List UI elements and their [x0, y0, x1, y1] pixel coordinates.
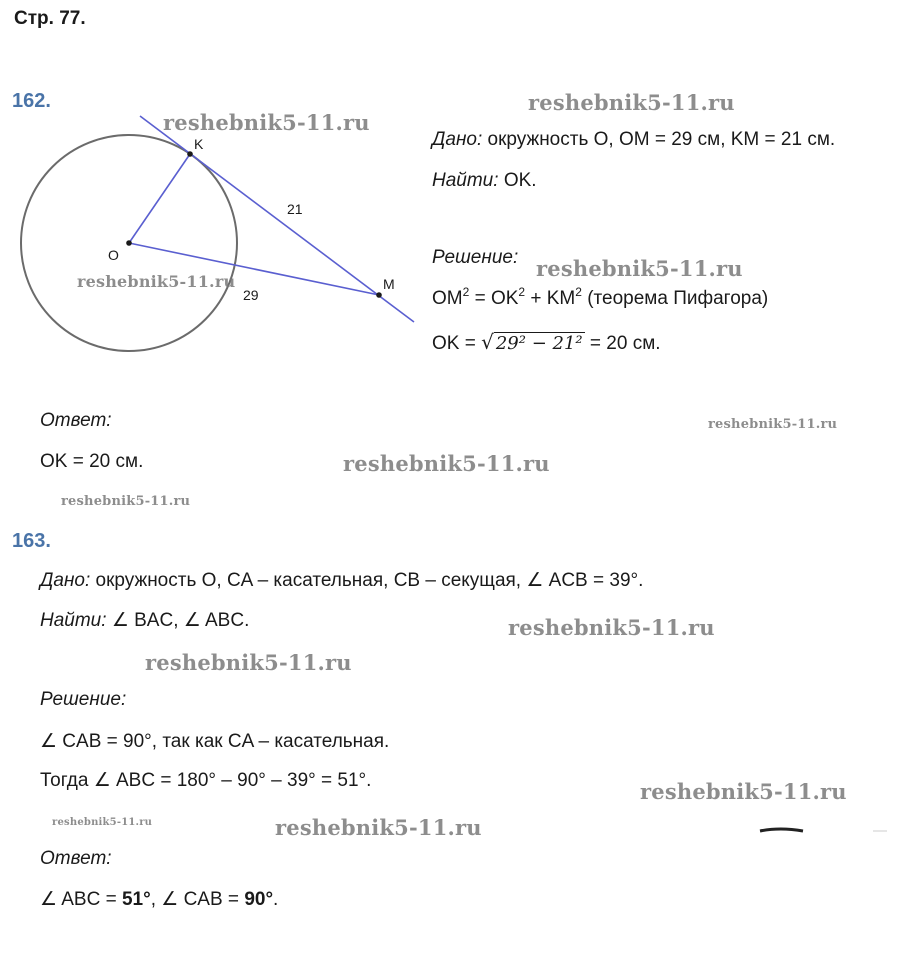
watermark: reshebnik5-11.ru: [275, 815, 482, 840]
label-29: 29: [243, 287, 259, 303]
watermark: reshebnik5-11.ru: [508, 615, 715, 640]
watermark: reshebnik5-11.ru: [343, 451, 550, 476]
eq-term: = 20 см.: [584, 333, 661, 354]
given-162: [432, 129, 835, 151]
geometry-figure: [0, 100, 430, 365]
watermark: reshebnik5-11.ru: [528, 90, 735, 115]
answer-part: ∠ ABC =: [40, 889, 122, 910]
task-number-163: 163.: [12, 530, 51, 552]
sqrt-expression: [481, 330, 585, 355]
eq-term: OM: [432, 288, 463, 309]
scan-smudge: [755, 826, 895, 836]
tangent-line: [140, 116, 414, 322]
given-163: [40, 569, 643, 592]
label-M: M: [383, 276, 395, 292]
exponent: 2: [462, 285, 470, 299]
answer-part: .: [273, 889, 279, 910]
watermark: reshebnik5-11.ru: [163, 110, 370, 135]
find-text: OK.: [503, 170, 537, 191]
watermark: reshebnik5-11.ru: [52, 817, 153, 828]
eq-term: = OK: [469, 288, 519, 309]
find-label: Найти:: [40, 610, 107, 631]
task-number-162: 162.: [12, 90, 51, 112]
point-K: [187, 151, 193, 157]
find-162: [432, 170, 537, 192]
watermark: reshebnik5-11.ru: [77, 272, 236, 291]
label-K: K: [194, 136, 204, 152]
answer-text-163: [40, 888, 278, 911]
find-text: ∠ BAC, ∠ ABC.: [111, 610, 250, 631]
equation-ok: [432, 330, 661, 355]
given-label: Дано:: [432, 129, 483, 150]
answer-label-162: Ответ:: [40, 410, 112, 431]
eq-note: (теорема Пифагора): [581, 288, 769, 309]
point-M: [376, 292, 382, 298]
watermark: reshebnik5-11.ru: [61, 494, 191, 509]
solution-line-1: ∠ CAB = 90°, так как CA – касательная.: [40, 731, 390, 752]
sqrt-content: 29² − 21²: [495, 333, 583, 354]
sqrt-sign: √: [481, 330, 494, 354]
answer-label-163: Ответ:: [40, 848, 112, 869]
answer-text-162: OK = 20 см.: [40, 451, 144, 472]
exponent: 2: [518, 285, 526, 299]
given-text: окружность O, OM = 29 см, KM = 21 см.: [487, 129, 836, 150]
label-21: 21: [287, 201, 303, 217]
solution-label-162: Решение:: [432, 247, 519, 268]
solution-label-163: Решение:: [40, 689, 127, 710]
equation-pythagoras: [432, 285, 769, 310]
label-O: O: [108, 247, 119, 263]
eq-term: + KM: [525, 288, 576, 309]
given-label: Дано:: [40, 570, 91, 591]
given-text: окружность O, CA – касательная, CB – секущая, ∠ ACB = 39°.: [95, 570, 644, 591]
answer-value-abc: 51°: [121, 889, 151, 910]
point-O: [126, 240, 132, 246]
watermark: reshebnik5-11.ru: [708, 417, 838, 432]
answer-part: , ∠ CAB =: [150, 889, 245, 910]
radius-OK: [129, 154, 190, 243]
page-header: Стр. 77.: [14, 8, 86, 29]
find-163: [40, 609, 249, 632]
watermark: reshebnik5-11.ru: [640, 779, 847, 804]
watermark: reshebnik5-11.ru: [536, 256, 743, 281]
eq-term: OK =: [432, 333, 482, 354]
exponent: 2: [575, 285, 582, 299]
answer-value-cab: 90°: [244, 889, 274, 910]
watermark: reshebnik5-11.ru: [145, 650, 352, 675]
solution-line-2: Тогда ∠ ABC = 180° – 90° – 39° = 51°.: [40, 770, 372, 791]
find-label: Найти:: [432, 170, 499, 191]
